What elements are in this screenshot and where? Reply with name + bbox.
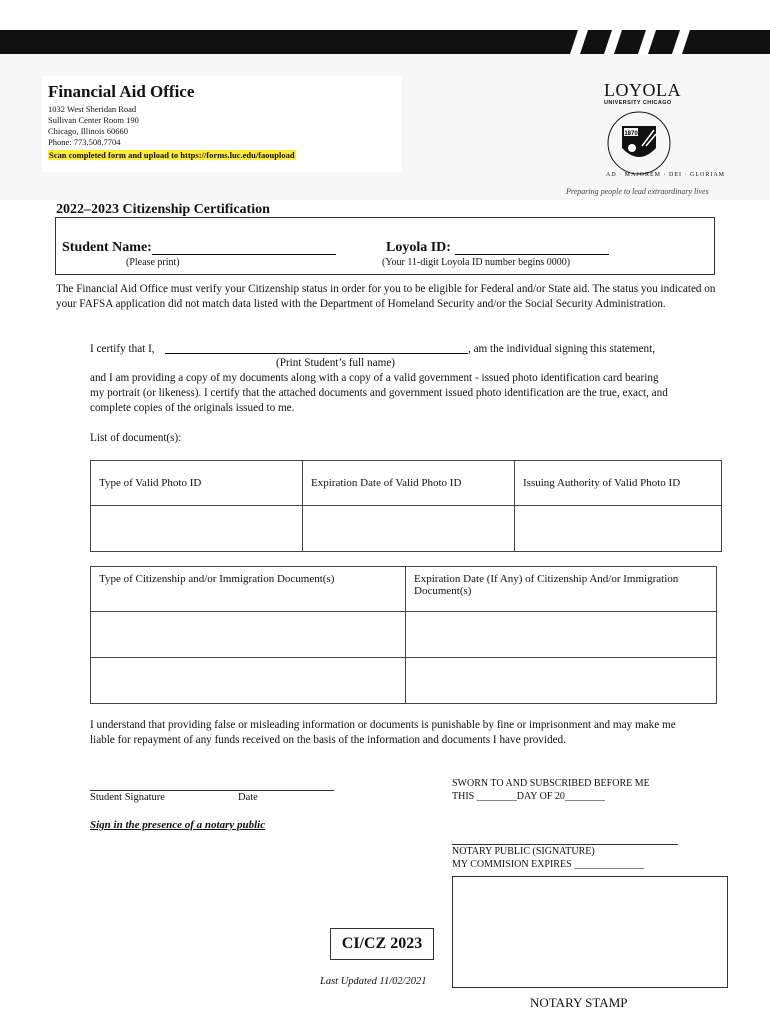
student-name-hint: (Please print) (126, 257, 180, 268)
loyola-subtitle: UNIVERSITY CHICAGO (604, 100, 672, 106)
table-row (91, 612, 717, 658)
upload-instruction-link[interactable]: Scan completed form and upload to https://forms.luc.edu/faoupload (49, 150, 295, 160)
address-line-2: Sullivan Center Room 190 (48, 115, 139, 125)
table-header-row (91, 567, 717, 612)
photo-id-authority-cell[interactable] (515, 506, 722, 552)
header-photo-id-type: Type of Valid Photo ID (91, 461, 303, 506)
sworn-line-2: THIS ________DAY OF 20________ (452, 791, 605, 802)
citizenship-doc-type-cell[interactable] (91, 658, 406, 704)
svg-text:1870: 1870 (624, 131, 638, 137)
loyola-motto: AD · MAJOREM · DEI · GLORIAM (606, 172, 725, 178)
sworn-line-1: SWORN TO AND SUBSCRIBED BEFORE ME (452, 778, 650, 789)
notary-instruction: Sign in the presence of a notary public (90, 819, 266, 831)
office-name: Financial Aid Office (48, 82, 195, 101)
table-row (91, 506, 722, 552)
citizenship-doc-type-cell[interactable] (91, 612, 406, 658)
last-updated: Last Updated 11/02/2021 (320, 976, 427, 987)
notary-stamp-box[interactable] (452, 876, 728, 988)
loyola-seal-icon (604, 108, 674, 178)
header-citizenship-doc-expiration: Expiration Date (If Any) of Citizenship And/or Immigration Document(s) (406, 567, 717, 612)
loyola-id-field[interactable] (455, 254, 609, 255)
certify-body: and I am providing a copy of my documents along with a copy of a valid government - issued photo identification card bearing my portrait (or likeness). I certify that the attached documents and government issued photo identification are the true, exact, and complete copies of the originals issued to me. (90, 372, 668, 414)
disclaimer-paragraph: I understand that providing false or misleading information or documents is punishable by fine or imprisonment and may make me liable for repayment of any funds received on the basis of the information and documents I have provided. (90, 719, 676, 746)
header-citizenship-doc-type: Type of Citizenship and/or Immigration Document(s) (91, 567, 406, 612)
table-header-row (91, 461, 722, 506)
notary-stamp-label: NOTARY STAMP (530, 995, 628, 1010)
student-name-field[interactable] (152, 254, 336, 255)
header-photo-id-authority: Issuing Authority of Valid Photo ID (515, 461, 722, 506)
signature-label: Student Signature (90, 792, 165, 803)
loyola-tagline: Preparing people to lead extraordinary lives (566, 187, 709, 196)
photo-id-type-cell[interactable] (91, 506, 303, 552)
student-name-label: Student Name: (62, 240, 152, 255)
date-label: Date (238, 792, 258, 803)
photo-id-table (90, 460, 722, 552)
document-list-label: List of document(s): (90, 432, 182, 444)
form-title: 2022–2023 Citizenship Certification (56, 202, 270, 217)
form-code-badge: CI/CZ 2023 (330, 928, 434, 960)
citizenship-doc-expiration-cell[interactable] (406, 612, 717, 658)
print-full-name-field[interactable] (165, 353, 468, 354)
certify-suffix: , am the individual signing this statement, (468, 343, 656, 355)
table-row (91, 658, 717, 704)
intro-paragraph: The Financial Aid Office must verify your Citizenship status in order for you to be eligible for Federal and/or State aid. The status you indicated on your FAFSA application did not match data listed with the Department of Homeland Security and/or the Social Security Administration. (56, 283, 716, 310)
loyola-id-hint: (Your 11-digit Loyola ID number begins 0000) (382, 257, 571, 268)
phone-line: Phone: 773.508.7704 (48, 137, 121, 147)
header-stripe-bar (0, 30, 770, 54)
commission-expires-label: MY COMMISION EXPIRES ______________ (452, 859, 645, 870)
citizenship-doc-expiration-cell[interactable] (406, 658, 717, 704)
notary-signature-field[interactable] (452, 844, 678, 845)
loyola-wordmark: LOYOLA (604, 80, 681, 100)
citizenship-doc-table (90, 566, 717, 704)
print-name-hint: (Print Student’s full name) (276, 357, 396, 369)
header-photo-id-expiration: Expiration Date of Valid Photo ID (303, 461, 515, 506)
certify-prefix: I certify that I, (90, 343, 155, 355)
notary-signature-label: NOTARY PUBLIC (SIGNATURE) (452, 846, 595, 857)
photo-id-expiration-cell[interactable] (303, 506, 515, 552)
student-signature-field[interactable] (90, 790, 334, 791)
loyola-id-label: Loyola ID: (386, 240, 451, 255)
address-line-1: 1032 West Sheridan Road (48, 104, 137, 114)
address-line-3: Chicago, Illinois 60660 (48, 126, 129, 136)
